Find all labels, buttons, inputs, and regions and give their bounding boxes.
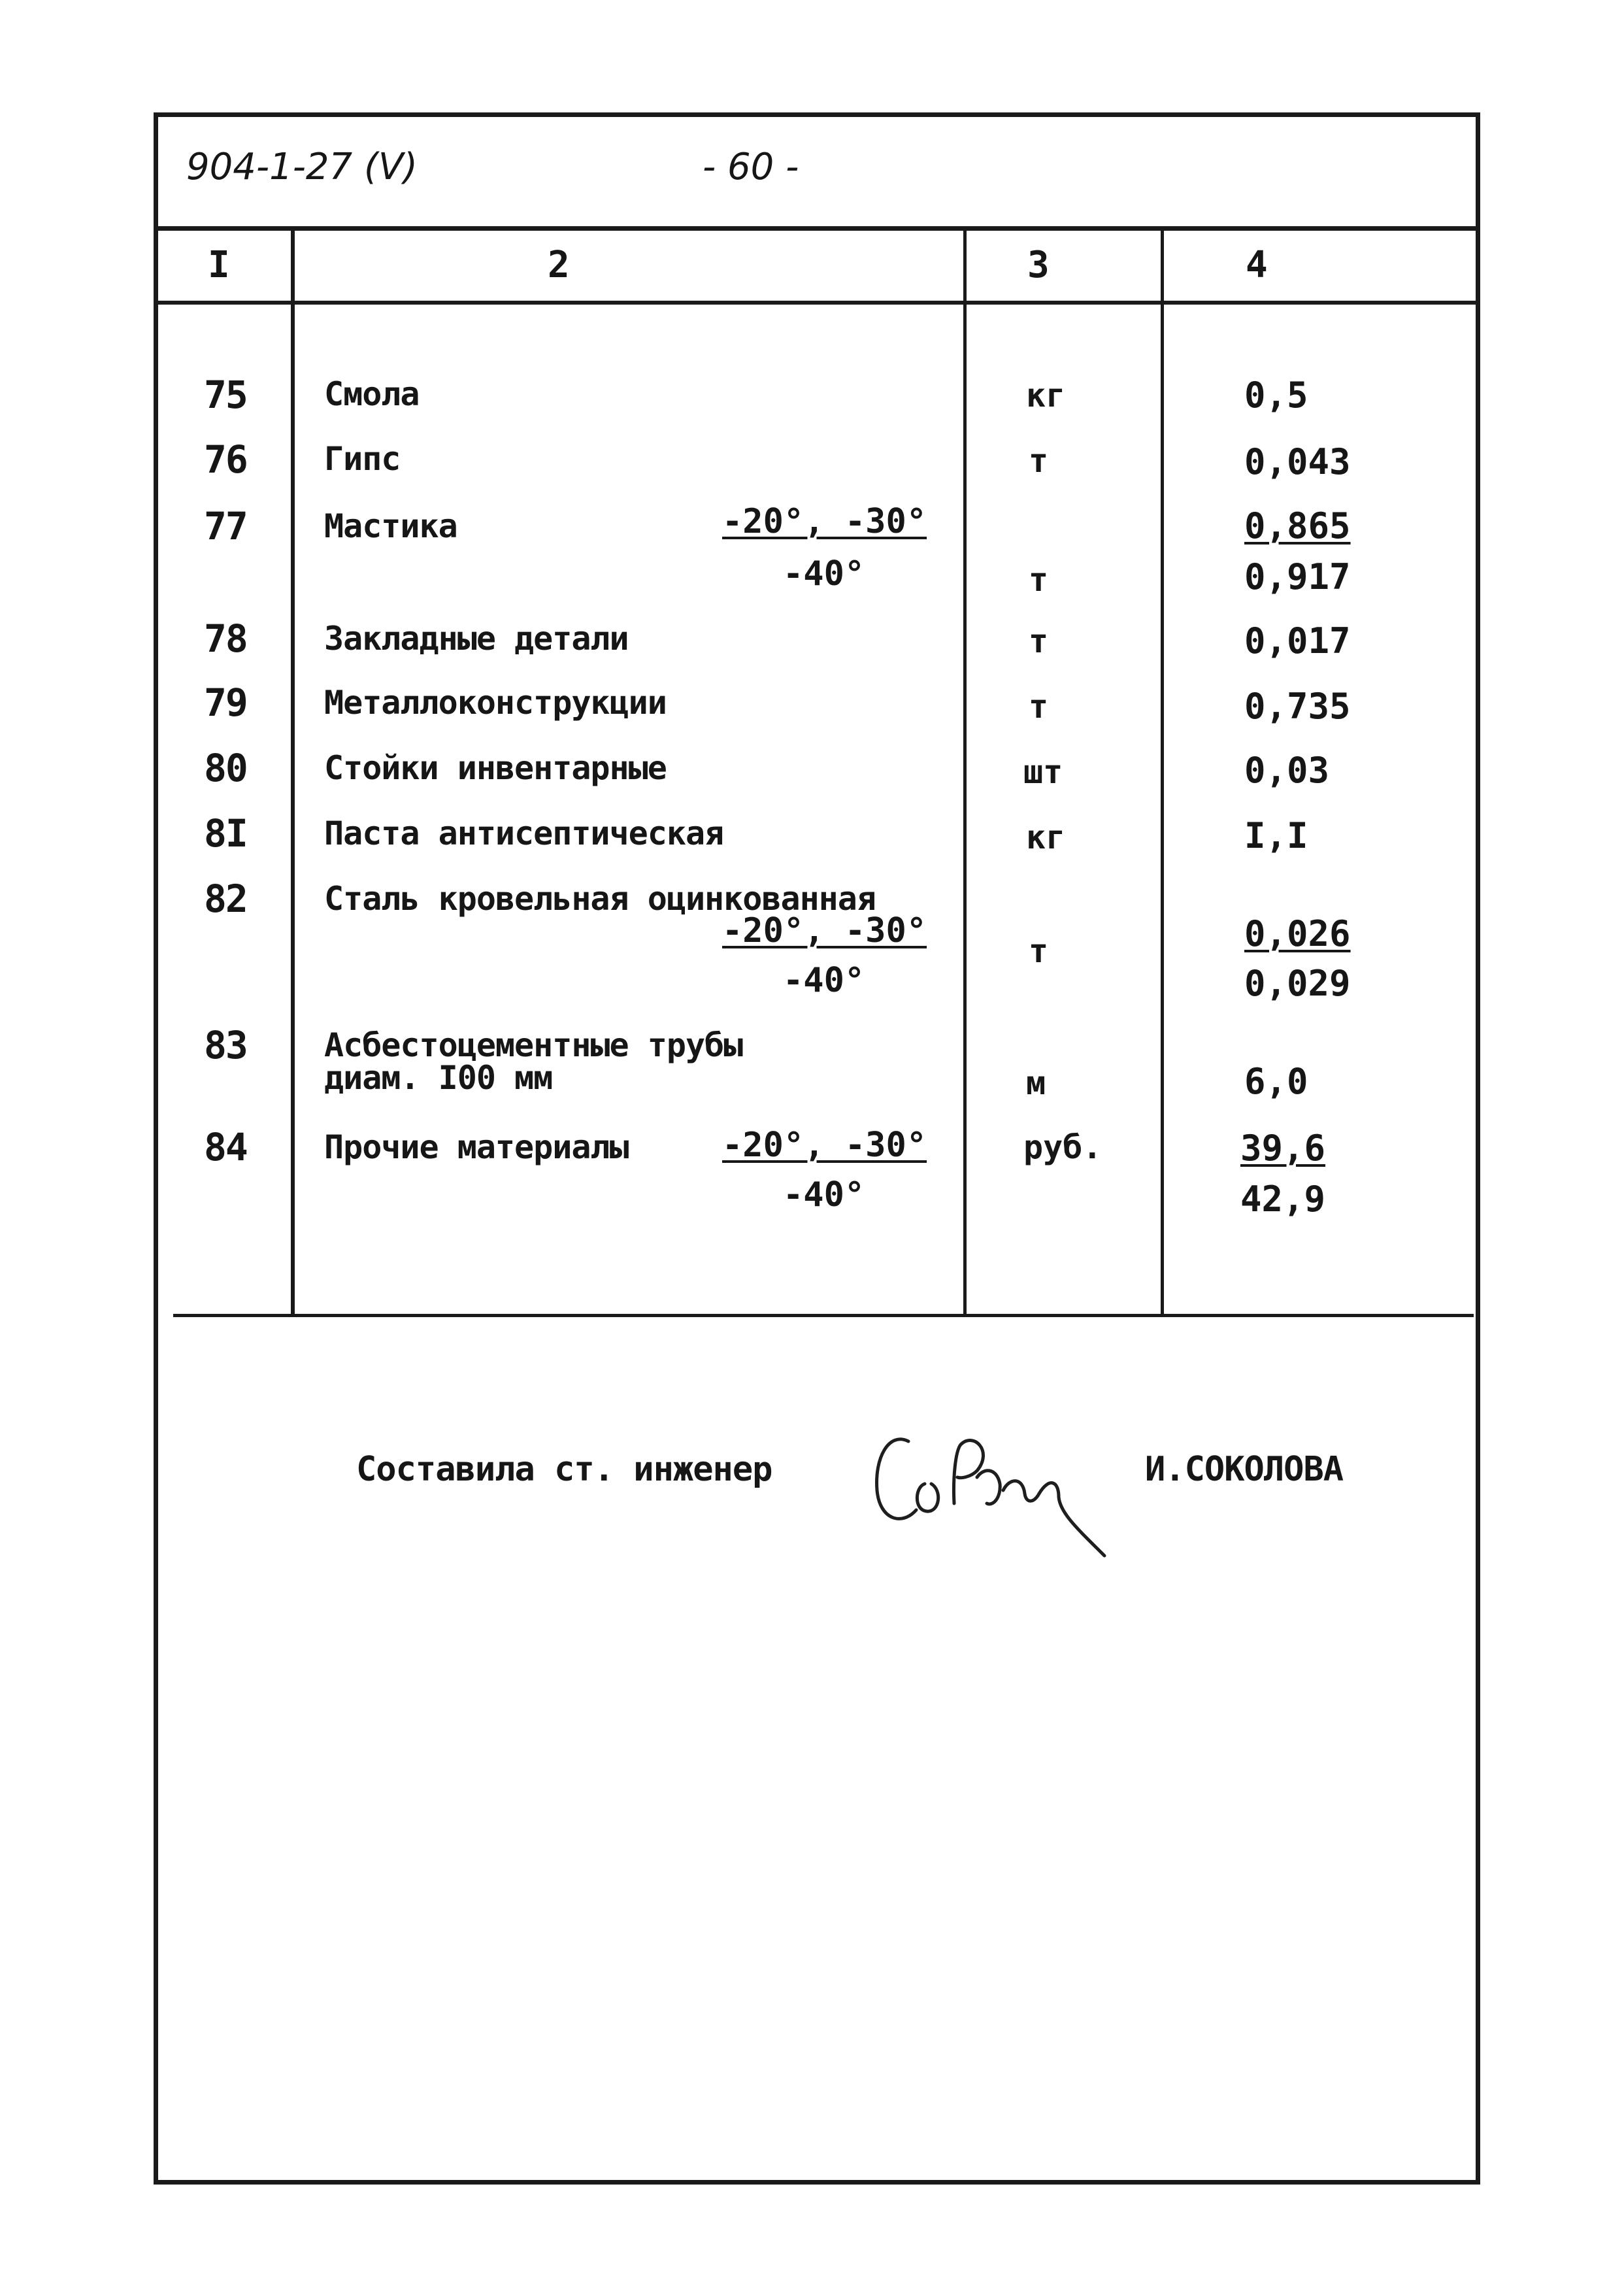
- unit: руб.: [1023, 1128, 1102, 1166]
- column-header-divider: [154, 301, 1480, 305]
- column-divider-1: [291, 226, 295, 1314]
- material-name: Сталь кровельная оцинкованная: [324, 880, 876, 918]
- temperature-condition-top: -20°, -30°: [722, 911, 927, 950]
- quantity-top: 0,026: [1244, 913, 1351, 954]
- row-number: 76: [204, 437, 247, 482]
- temperature-condition-top: -20°, -30°: [722, 1126, 927, 1165]
- quantity: 0,043: [1244, 441, 1351, 482]
- column-header-4: 4: [1246, 244, 1268, 286]
- material-name: Смола: [324, 375, 420, 413]
- row-number: 84: [204, 1125, 247, 1169]
- row-number: 80: [204, 746, 247, 790]
- quantity-bottom: 0,917: [1244, 556, 1351, 597]
- quantity: 0,5: [1244, 375, 1308, 416]
- header-divider: [154, 226, 1480, 231]
- unit: т: [1029, 561, 1049, 599]
- unit: кг: [1026, 377, 1066, 414]
- row-number: 75: [204, 373, 247, 417]
- material-name: Гипс: [324, 440, 401, 478]
- row-number: 79: [204, 680, 247, 725]
- column-header-2: 2: [548, 244, 570, 286]
- material-name: Мастика: [324, 507, 457, 545]
- material-name: Паста антисептическая: [324, 814, 724, 852]
- quantity: I,I: [1244, 815, 1308, 856]
- page-number: - 60 -: [703, 146, 799, 188]
- author-name: И.СОКОЛОВА: [1145, 1450, 1344, 1489]
- unit: т: [1029, 932, 1049, 970]
- quantity-top: 0,865: [1244, 505, 1351, 546]
- quantity-top: 39,6: [1240, 1128, 1326, 1169]
- unit: т: [1029, 688, 1049, 726]
- unit: кг: [1026, 818, 1066, 856]
- material-name: Стойки инвентарные: [324, 749, 667, 787]
- unit: т: [1029, 442, 1049, 480]
- unit: м: [1026, 1064, 1046, 1102]
- unit: шт: [1023, 753, 1063, 791]
- material-name-line-1: Асбестоцементные трубы: [324, 1026, 743, 1064]
- temperature-condition-bottom: -40°: [783, 961, 865, 1000]
- unit: т: [1029, 622, 1049, 660]
- quantity-bottom: 0,029: [1244, 963, 1351, 1004]
- material-name: Закладные детали: [324, 620, 629, 658]
- temperature-condition-bottom: -40°: [783, 554, 865, 594]
- quantity: 0,03: [1244, 750, 1330, 791]
- quantity: 0,017: [1244, 620, 1351, 662]
- row-number: 83: [204, 1023, 247, 1067]
- material-name-line-2: диам. I00 мм: [324, 1059, 553, 1097]
- temperature-condition-top: -20°, -30°: [722, 502, 927, 541]
- row-number: 8I: [204, 811, 247, 856]
- column-divider-3: [1161, 226, 1164, 1314]
- quantity: 0,735: [1244, 686, 1351, 727]
- material-name: Прочие материалы: [324, 1128, 629, 1166]
- document-code: 904-1-27 (V): [186, 146, 418, 188]
- handwritten-signature: [863, 1405, 1124, 1562]
- column-header-3: 3: [1027, 244, 1050, 286]
- compiled-by-label: Составила ст. инженер: [356, 1450, 772, 1489]
- column-divider-2: [963, 226, 967, 1314]
- quantity: 6,0: [1244, 1061, 1308, 1102]
- row-number: 82: [204, 877, 247, 921]
- material-name: Металлоконструкции: [324, 684, 667, 722]
- row-number: 78: [204, 616, 247, 661]
- row-number: 77: [204, 504, 247, 548]
- quantity-bottom: 42,9: [1240, 1179, 1326, 1220]
- temperature-condition-bottom: -40°: [783, 1175, 865, 1215]
- table-bottom-divider: [173, 1314, 1474, 1317]
- column-header-1: I: [208, 244, 230, 286]
